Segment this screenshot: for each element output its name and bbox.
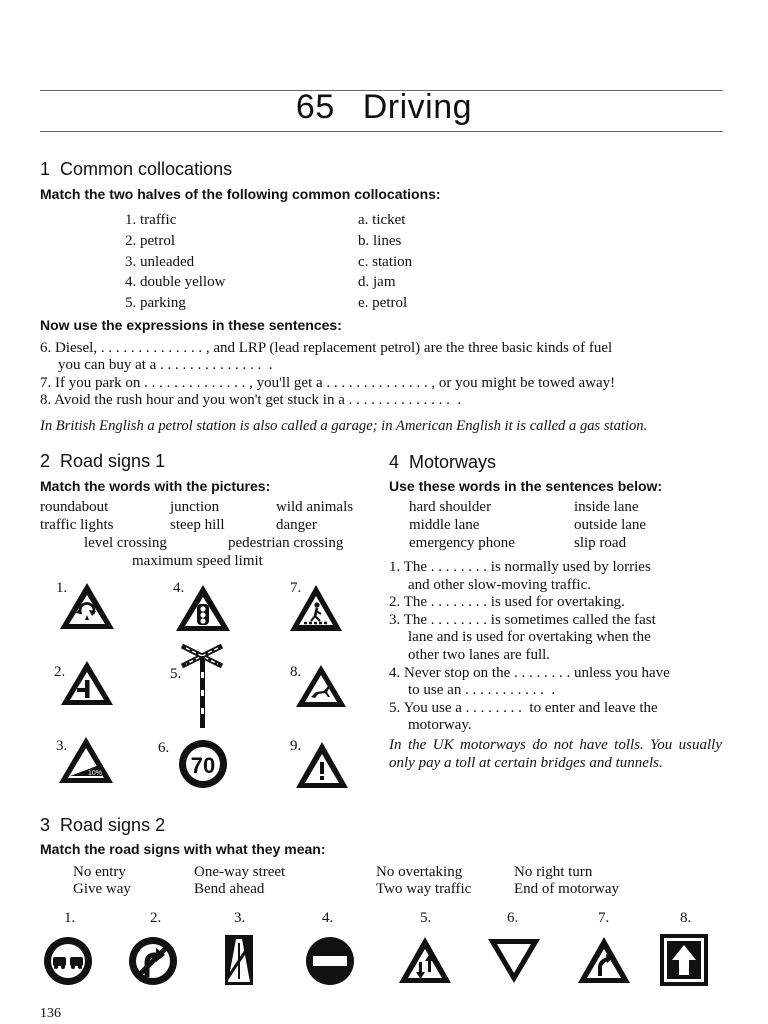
motorway-sentences bbox=[389, 559, 724, 735]
sign-number: 1. bbox=[56, 580, 68, 596]
sentence-line: other two lanes are full. bbox=[408, 646, 551, 663]
sign-number: 5. bbox=[170, 666, 182, 682]
sentence-line: lane and is used for overtaking when the bbox=[408, 629, 651, 646]
section1-note: In British English a petrol station is also called a garage; in American English it is called a gas station. bbox=[40, 418, 648, 434]
steep-hill-percent: 10% bbox=[88, 770, 103, 777]
meaning-no-right-turn: No right turn bbox=[514, 864, 593, 880]
roundabout-icon bbox=[58, 581, 116, 631]
section4-note: In the UK motorways do not have tolls. You usually only pay a toll at certain bridges and tunnels. bbox=[389, 737, 722, 771]
sentence-line: motorway. bbox=[408, 717, 472, 734]
one-way-street-icon bbox=[660, 934, 708, 986]
sign-number: 2. bbox=[54, 664, 66, 680]
word-level-crossing: level crossing bbox=[84, 535, 167, 551]
word-junction: junction bbox=[170, 499, 220, 515]
section1-sentence-7: 7. If you park on . . . . . . . . . . . . . . , you'll get a . . . . . . . . . . . . . . , or you might be towed away! bbox=[40, 375, 616, 391]
section3-heading: 3 Road signs 2 bbox=[40, 815, 166, 835]
meaning-one-way-street: One-way street bbox=[194, 864, 286, 880]
section2-instruction: Match the words with the pictures: bbox=[40, 478, 271, 494]
collocation-right-list bbox=[358, 210, 412, 314]
sentence-line: to use an . . . . . . . . . . . . bbox=[408, 682, 556, 699]
sign-number: 1. bbox=[64, 910, 76, 926]
no-entry-icon bbox=[304, 935, 356, 987]
list-item: c. station bbox=[358, 253, 413, 270]
sentence-line: 1. The . . . . . . . . is normally used by lorries bbox=[389, 559, 651, 575]
speed-limit-value: 70 bbox=[190, 753, 216, 778]
wild-animals-icon bbox=[294, 663, 348, 709]
sign-number: 2. bbox=[150, 910, 162, 926]
sentence-line: 2. The . . . . . . . . is used for overtaking. bbox=[389, 594, 625, 611]
end-of-motorway-icon bbox=[225, 935, 253, 985]
sign-number: 3. bbox=[234, 910, 246, 926]
sign-number: 7. bbox=[290, 580, 302, 596]
list-item: a. ticket bbox=[358, 212, 406, 228]
give-way-icon bbox=[486, 937, 542, 985]
page-title bbox=[0, 88, 768, 127]
word-pedestrian-crossing: pedestrian crossing bbox=[228, 535, 344, 551]
junction-icon bbox=[59, 659, 115, 707]
list-item: 5. parking bbox=[125, 295, 186, 312]
sign-number: 8. bbox=[680, 910, 692, 926]
level-crossing-icon bbox=[176, 640, 228, 730]
word-danger: danger bbox=[276, 517, 317, 533]
steep-hill-icon bbox=[57, 735, 115, 785]
page-number: 136 bbox=[40, 1006, 61, 1021]
word-steep-hill: steep hill bbox=[170, 517, 225, 533]
section3-instruction: Match the road signs with what they mean: bbox=[40, 841, 326, 857]
danger-icon bbox=[294, 740, 350, 790]
section1-sentence-8: 8. Avoid the rush hour and you won't get stuck in a . . . . . . . . . . . . . . . bbox=[40, 392, 462, 408]
pedestrian-crossing-icon bbox=[288, 583, 344, 633]
meaning-no-entry: No entry bbox=[73, 864, 126, 880]
motorway-word: middle lane bbox=[409, 517, 480, 533]
collocation-left-list bbox=[125, 210, 225, 314]
sentence-line: 4. Never stop on the . . . . . . . . unless you have bbox=[389, 664, 670, 681]
list-item: e. petrol bbox=[358, 295, 408, 312]
list-item: 2. petrol bbox=[125, 232, 175, 249]
meaning-give-way: Give way bbox=[73, 881, 131, 897]
motorway-word: emergency phone bbox=[409, 535, 515, 551]
sign-number: 4. bbox=[173, 580, 185, 596]
two-way-traffic-icon bbox=[397, 935, 453, 985]
chapter-number: 65 bbox=[295, 88, 335, 126]
section2-heading: 2 Road signs 1 bbox=[40, 451, 166, 471]
bend-ahead-icon bbox=[576, 935, 632, 985]
list-item: d. jam bbox=[358, 274, 396, 291]
motorway-word: hard shoulder bbox=[409, 499, 492, 515]
list-item: 1. traffic bbox=[125, 212, 177, 228]
list-item: 3. unleaded bbox=[125, 253, 195, 270]
motorway-word: outside lane bbox=[574, 517, 647, 533]
traffic-lights-icon bbox=[174, 583, 232, 633]
word-wild-animals: wild animals bbox=[276, 499, 354, 515]
meaning-no-overtaking: No overtaking bbox=[376, 864, 463, 880]
sign-number: 8. bbox=[290, 664, 302, 680]
sign-number: 6. bbox=[158, 740, 170, 756]
meaning-bend-ahead: Bend ahead bbox=[194, 881, 265, 897]
section4-heading: 4 Motorways bbox=[389, 452, 497, 472]
word-roundabout: roundabout bbox=[40, 499, 109, 515]
word-traffic-lights: traffic lights bbox=[40, 517, 114, 533]
section1-sentence-6: 6. Diesel, . . . . . . . . . . . . . . , and LRP (lead replacement petrol) are the three basic kinds of fuel bbox=[40, 340, 613, 356]
sentence-line: 3. The . . . . . . . . is sometimes called the fast bbox=[389, 611, 656, 628]
sentence-line: and other slow-moving traffic. bbox=[408, 576, 592, 593]
sign-number: 3. bbox=[56, 738, 68, 754]
sign-number: 4. bbox=[322, 910, 334, 926]
no-right-turn-icon bbox=[127, 935, 179, 987]
chapter-title: Driving bbox=[362, 88, 473, 126]
no-overtaking-icon bbox=[42, 935, 94, 987]
list-item: b. lines bbox=[358, 232, 402, 249]
section1-sentence-6-cont: you can buy at a . . . . . . . . . . . . . . . bbox=[58, 357, 273, 373]
sentence-line: 5. You use a . . . . . . . . to enter and leave the bbox=[389, 699, 658, 716]
sign-number: 7. bbox=[598, 910, 610, 926]
motorway-word: slip road bbox=[574, 535, 627, 551]
sign-number: 5. bbox=[420, 910, 432, 926]
list-item: 4. double yellow bbox=[125, 274, 226, 291]
section1-heading: 1 Common collocations bbox=[40, 159, 233, 179]
meaning-two-way-traffic: Two way traffic bbox=[376, 881, 472, 897]
section4-instruction: Use these words in the sentences below: bbox=[389, 478, 663, 494]
motorway-word: inside lane bbox=[574, 499, 639, 515]
sign-number: 9. bbox=[290, 738, 302, 754]
speed-limit-icon bbox=[173, 738, 233, 790]
sign-number: 6. bbox=[507, 910, 519, 926]
section1-instruction: Match the two halves of the following common collocations: bbox=[40, 186, 441, 202]
section1-instruction2: Now use the expressions in these sentences: bbox=[40, 317, 342, 333]
word-maximum-speed-limit: maximum speed limit bbox=[132, 553, 263, 569]
meaning-end-of-motorway: End of motorway bbox=[514, 881, 619, 897]
